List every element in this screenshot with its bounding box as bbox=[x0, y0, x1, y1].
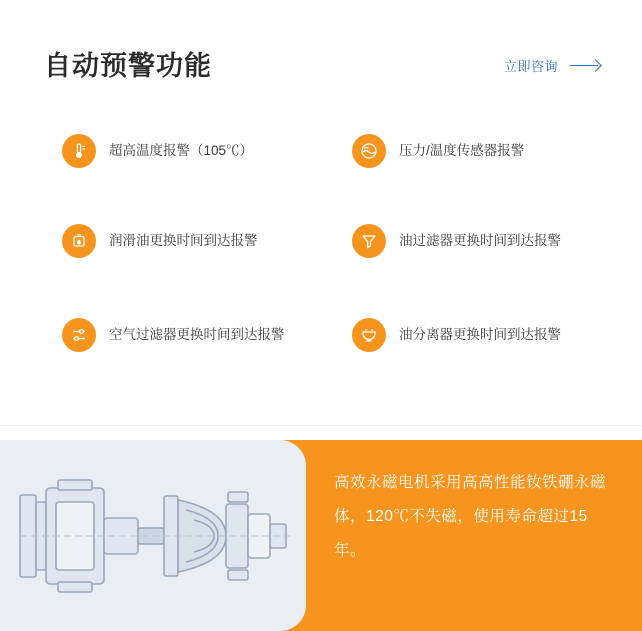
oil-can-icon bbox=[62, 224, 96, 258]
feature-item bbox=[352, 134, 622, 168]
motor-banner bbox=[0, 440, 642, 631]
thermometer-icon bbox=[62, 134, 96, 168]
arrow-right-icon bbox=[570, 60, 600, 72]
air-filter-icon bbox=[62, 318, 96, 352]
feature-label: 油分离器更换时间到达报警 bbox=[399, 327, 561, 342]
consult-link[interactable] bbox=[504, 56, 600, 75]
pressure-sensor-icon bbox=[352, 134, 386, 168]
oil-separator-icon bbox=[352, 318, 386, 352]
banner-text: 高效永磁电机采用高高性能钕铁硼永磁体，120℃不失磁，使用寿命超过15年。 bbox=[334, 474, 607, 559]
feature-list bbox=[0, 112, 642, 412]
feature-label: 油过滤器更换时间到达报警 bbox=[399, 233, 561, 248]
feature-label: 空气过滤器更换时间到达报警 bbox=[109, 327, 285, 342]
oil-filter-icon bbox=[352, 224, 386, 258]
section-divider bbox=[0, 425, 642, 426]
feature-label: 超高温度报警（105℃） bbox=[109, 143, 254, 158]
feature-item bbox=[62, 318, 332, 352]
feature-item bbox=[352, 224, 622, 258]
consult-label: 立即咨询 bbox=[503, 59, 558, 74]
feature-label: 润滑油更换时间到达报警 bbox=[109, 233, 258, 248]
page-title: 自动预警功能 bbox=[44, 51, 212, 81]
feature-item bbox=[62, 224, 332, 258]
feature-item bbox=[352, 318, 622, 352]
feature-label: 压力/温度传感器报警 bbox=[399, 143, 525, 158]
permanent-magnet-motor-diagram bbox=[0, 440, 306, 631]
header bbox=[0, 0, 642, 110]
feature-item bbox=[62, 134, 332, 168]
